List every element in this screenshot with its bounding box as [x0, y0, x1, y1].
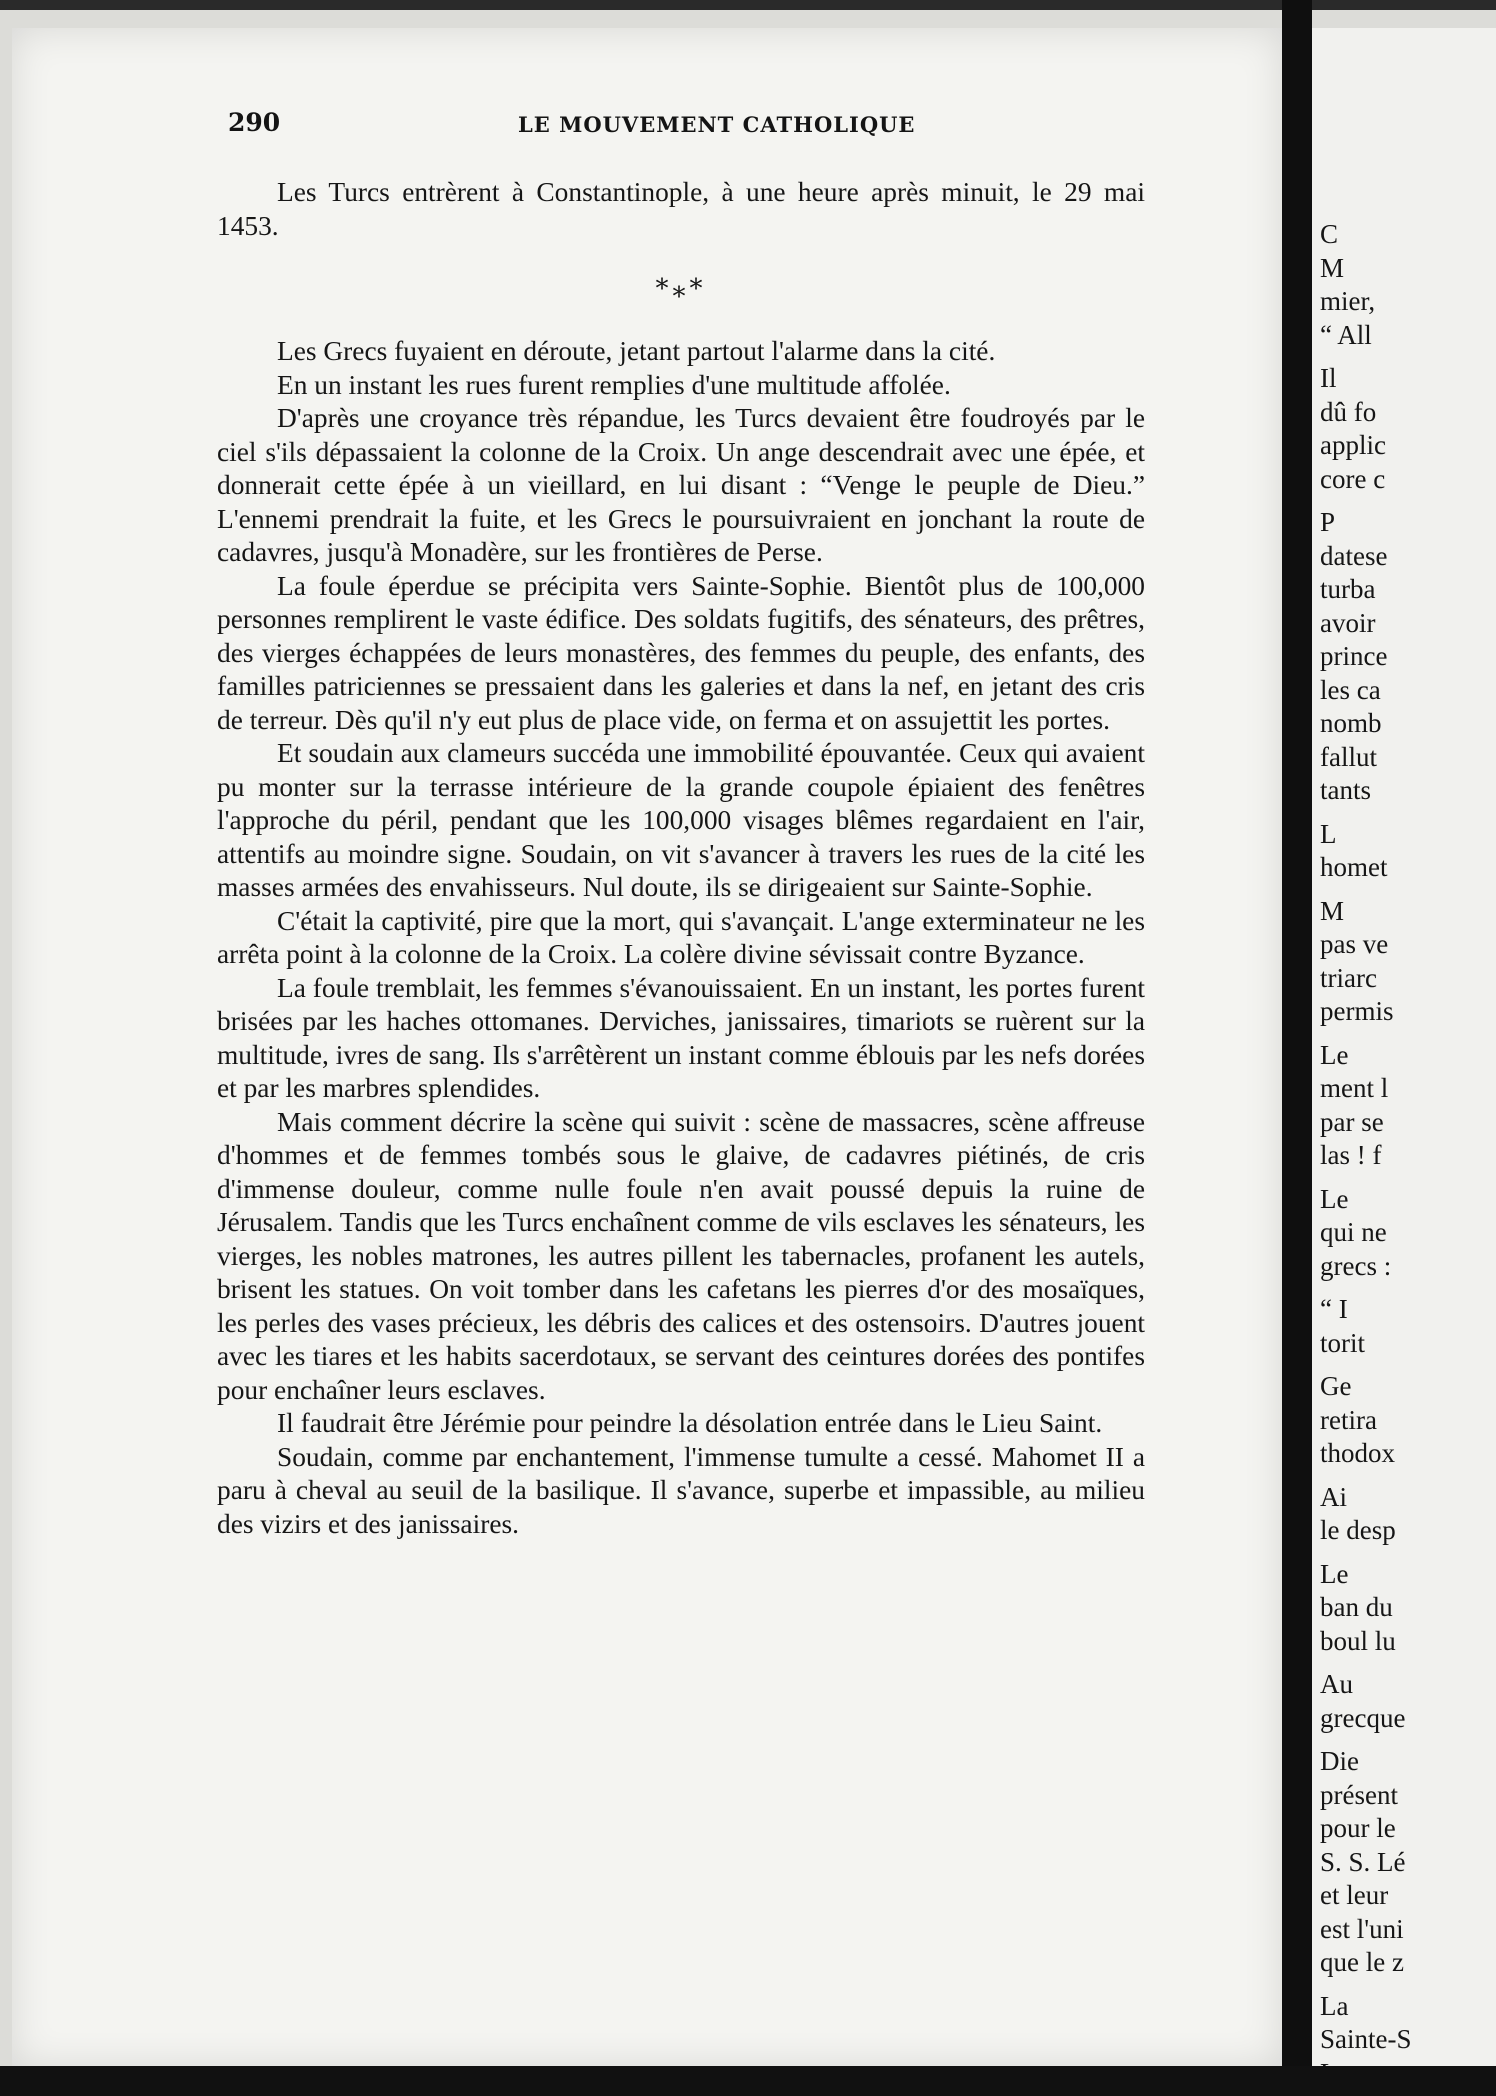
right-page-line: boul lu: [1320, 1625, 1396, 1656]
right-page-line: par se: [1320, 1106, 1384, 1137]
right-page-line: applic: [1320, 430, 1386, 460]
paragraph: La foule éperdue se précipita vers Sainte-Sophie. Bientôt plus de 100,000 personnes remplirent le vaste édifice. Des soldats fugitifs, des sénateurs, des prêtres, des vierges échappées de leurs monastères, des femmes du peuple, des enfants, des familles patriciennes se pressaient dans les galeries et dans la nef, en jetant des cris de terreur. Dès qu'il n'y eut plus de place vide, on ferma et on assujettit les portes.: [217, 570, 1145, 735]
right-page-line: pas ve: [1320, 929, 1389, 959]
right-page-line: triarc: [1320, 962, 1377, 993]
right-page-line: mier,: [1320, 286, 1376, 316]
right-page-line: P: [1320, 507, 1336, 537]
paragraph: Il faudrait être Jérémie pour peindre la désolation entrée dans le Lieu Saint.: [277, 1408, 1103, 1438]
right-page-line: prince: [1320, 641, 1388, 671]
section-asterism: *⁎*: [655, 274, 707, 304]
scan-bottom-edge: [0, 2066, 1496, 2096]
right-page-line: tants: [1320, 775, 1371, 805]
line-gap: [1320, 1029, 1496, 1039]
paragraph: Soudain, comme par enchantement, l'immense tumulte a cessé. Mahomet II a paru à cheval au seuil de la basilique. Il s'avance, superbe et impassible, au milieu des vizirs et des janissaires.: [217, 1441, 1145, 1539]
page-header: [228, 108, 1148, 148]
right-page-text-fragments: [1320, 218, 1496, 2090]
right-page-line: “ I: [1320, 1294, 1348, 1324]
right-page-cropped: [1312, 28, 1496, 2068]
right-page-line: C: [1320, 219, 1339, 249]
right-page-line: les ca: [1320, 674, 1381, 705]
right-page-line: “ All: [1320, 319, 1372, 350]
line-gap: [1320, 1360, 1496, 1370]
paragraph: C'était la captivité, pire que la mort, qui s'avançait. L'ange exterminateur ne les arrêta point à la colonne de la Croix. La colère divine sévissait contre Byzance.: [217, 905, 1145, 969]
line-gap: [1320, 885, 1496, 895]
line-gap: [1320, 1735, 1496, 1745]
line-gap: [1320, 352, 1496, 362]
line-gap: [1320, 1173, 1496, 1183]
right-page-line: torit: [1320, 1327, 1365, 1358]
right-page-line: Ge: [1320, 1371, 1352, 1401]
right-page-line: M: [1320, 252, 1345, 283]
right-page-line: permis: [1320, 996, 1394, 1026]
paragraph: D'après une croyance très répandue, les Turcs devaient être foudroyés par le ciel s'ils dépassaient la colonne de la Croix. Un ange descendrait avec une épée, et donnerait cette épée à un vieillard, en lui disant : “Venge le peuple de Dieu.” L'ennemi prendrait la fuite, et les Grecs le poursuivraient en jonchant la route de cadavres, jusqu'à Monadère, sur les frontières de Perse.: [217, 403, 1145, 567]
line-gap: [1320, 1658, 1496, 1668]
book-gutter: [1282, 0, 1312, 2096]
paragraph: En un instant les rues furent remplies d'une multitude affolée.: [277, 369, 951, 400]
right-page-line: datese: [1320, 540, 1388, 571]
right-page-line: Le: [1320, 1183, 1349, 1214]
right-page-line: Die: [1320, 1746, 1359, 1776]
line-gap: [1320, 496, 1496, 506]
right-page-line: avoir: [1320, 607, 1376, 638]
right-page-line: M: [1320, 895, 1345, 926]
right-page-line: Le: [1320, 1039, 1349, 1070]
right-page-line: grecs :: [1320, 1250, 1392, 1281]
right-page-line: Ai: [1320, 1481, 1347, 1512]
right-page-line: que le z: [1320, 1947, 1404, 1977]
right-page-line: las ! f: [1320, 1140, 1382, 1170]
right-page-line: et leur: [1320, 1880, 1389, 1910]
opening-paragraph: Les Turcs entrèrent à Constantinople, à une heure après minuit, le 29 mai 1453.: [217, 177, 1145, 241]
right-page-line: pour le: [1320, 1813, 1396, 1843]
right-page-line: fallut: [1320, 741, 1377, 772]
line-gap: [1320, 808, 1496, 818]
running-head: LE MOUVEMENT CATHOLIQUE: [518, 112, 916, 137]
right-page-line: turba: [1320, 574, 1376, 604]
right-page-line: grecque: [1320, 1702, 1406, 1733]
right-page-line: homet: [1320, 852, 1388, 882]
right-page-line: La: [1320, 1990, 1349, 2021]
line-gap: [1320, 1980, 1496, 1990]
right-page-line: thodox: [1320, 1438, 1396, 1468]
right-page-line: ment l: [1320, 1073, 1389, 1103]
right-page-line: le desp: [1320, 1515, 1396, 1545]
right-page-line: retira: [1320, 1404, 1377, 1435]
right-page-line: Le: [1320, 1558, 1349, 1589]
right-page-line: présent: [1320, 1779, 1398, 1810]
paragraph: La foule tremblait, les femmes s'évanouissaient. En un instant, les portes furent brisées par les haches ottomanes. Derviches, janissaires, timariots se ruèrent sur la multitude, ivres de sang. Ils s'arrêtèrent un instant comme éblouis par les nefs dorées et par les marbres splendides.: [217, 972, 1145, 1103]
right-page-line: Il: [1320, 363, 1337, 393]
line-gap: [1320, 1283, 1496, 1293]
paragraph: Mais comment décrire la scène qui suivit : scène de massacres, scène affreuse d'hommes et de femmes tombés sous le glaive, de cadavres piétinés, de cris d'immense douleur, comme nulle foule n'en avait poussé depuis la ruine de Jérusalem. Tandis que les Turcs enchaînent comme de vils esclaves les sénateurs, les vierges, les nobles matrones, les autres pillent les tabernacles, profanent les autels, brisent les statues. On voit tomber dans les cafetans les pierres d'or des mosaïques, les perles des vases précieux, les débris des calices et des ostensoirs. D'autres jouent avec les tiares et les habits sacerdotaux, se servant des ceintures dorées des pontifes pour enchaîner leurs esclaves.: [217, 1106, 1145, 1405]
right-page-line: est l'uni: [1320, 1913, 1404, 1944]
paragraph: Les Grecs fuyaient en déroute, jetant partout l'alarme dans la cité.: [277, 336, 996, 366]
right-page-line: S. S. Lé: [1320, 1846, 1406, 1877]
main-text-column: [217, 176, 1145, 1541]
right-page-line: nomb: [1320, 708, 1382, 738]
paragraph: Et soudain aux clameurs succéda une immobilité épouvantée. Ceux qui avaient pu monter sur la terrasse intérieure de la grande coupole épiaient des fenêtres l'approche du péril, pendant que les 100,000 visages blêmes regardaient en l'air, attentifs au moindre signe. Soudain, on vit s'avancer à travers les rues de la cité les masses armées des envahisseurs. Nul doute, ils se dirigeaient sur Sainte-Sophie.: [217, 738, 1145, 902]
right-page-line: L: [1320, 818, 1337, 849]
line-gap: [1320, 1471, 1496, 1481]
line-gap: [1320, 1548, 1496, 1558]
right-page-line: Sainte-S: [1320, 2024, 1412, 2054]
right-page-line: Au: [1320, 1669, 1353, 1699]
right-page-line: ban du: [1320, 1592, 1393, 1622]
right-page-line: qui ne: [1320, 1217, 1387, 1247]
right-page-line: core c: [1320, 463, 1386, 494]
right-page-line: dû fo: [1320, 396, 1377, 427]
page-number: 290: [228, 108, 281, 137]
scan-top-edge: [0, 0, 1496, 10]
